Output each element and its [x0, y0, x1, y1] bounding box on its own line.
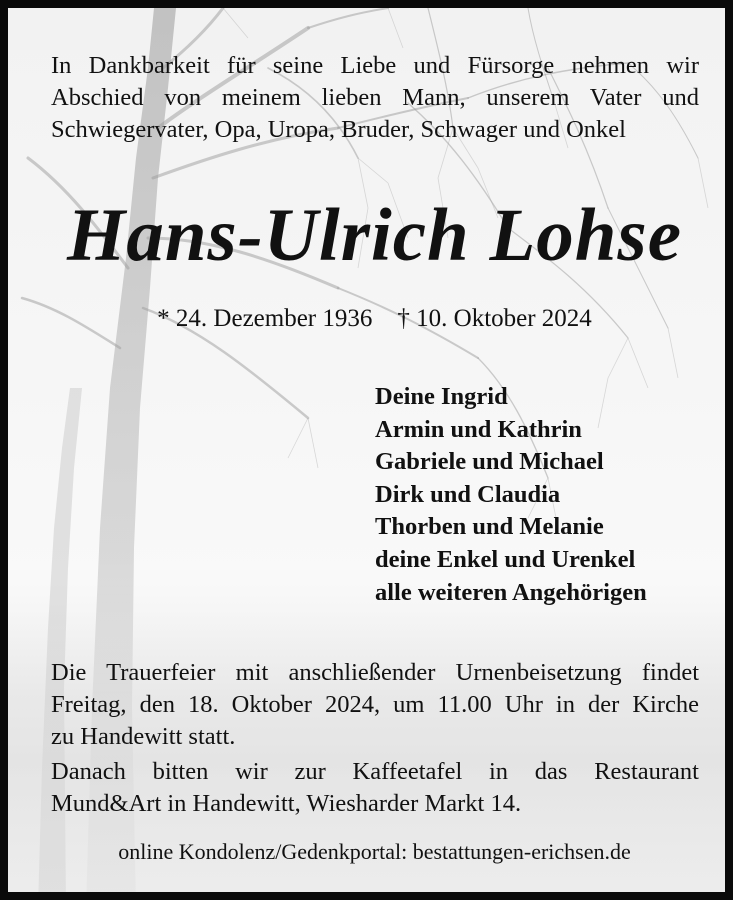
- ceremony-line: Die Trauerfeier mit anschließender Urnenbeisetzung findet: [51, 659, 699, 686]
- reception-line: Danach bitten wir zur Kaffeetafel in das Restaurant: [51, 758, 699, 785]
- family-member: alle weiteren Angehörigen: [375, 578, 647, 606]
- family-member: deine Enkel und Urenkel: [375, 545, 636, 573]
- reception-line: Mund&Art in Handewitt, Wiesharder Markt 14.: [51, 790, 522, 817]
- life-dates: [8, 303, 733, 335]
- ceremony-line: Freitag, den 18. Oktober 2024, um 11.00 Uhr in der Kirche: [51, 691, 699, 718]
- intro-text: [51, 50, 699, 146]
- family-member: Thorben und Melanie: [375, 513, 604, 541]
- reception-text: [51, 756, 699, 820]
- family-member: Dirk und Claudia: [375, 480, 561, 508]
- ceremony-text: [51, 657, 699, 753]
- intro-line: Schwiegervater, Opa, Uropa, Bruder, Schwager und Onkel: [51, 116, 626, 143]
- family-member: Deine Ingrid: [375, 383, 508, 410]
- family-member: Gabriele und Michael: [375, 448, 604, 476]
- death-date: † 10. Oktober 2024: [397, 305, 592, 332]
- intro-line: Abschied von meinem lieben Mann, unserem Vater und: [51, 84, 699, 111]
- birth-date: * 24. Dezember 1936: [157, 305, 373, 332]
- ceremony-line: zu Handewitt statt.: [51, 723, 236, 750]
- family-member: Armin und Kathrin: [375, 415, 582, 443]
- online-condolence: online Kondolenz/Gedenkportal: bestattungen-erichsen.de: [118, 839, 631, 864]
- family-list: [375, 381, 647, 609]
- deceased-name: Hans-Ulrich Lohse: [67, 194, 682, 277]
- intro-line: In Dankbarkeit für seine Liebe und Fürsorge nehmen wir: [51, 52, 699, 79]
